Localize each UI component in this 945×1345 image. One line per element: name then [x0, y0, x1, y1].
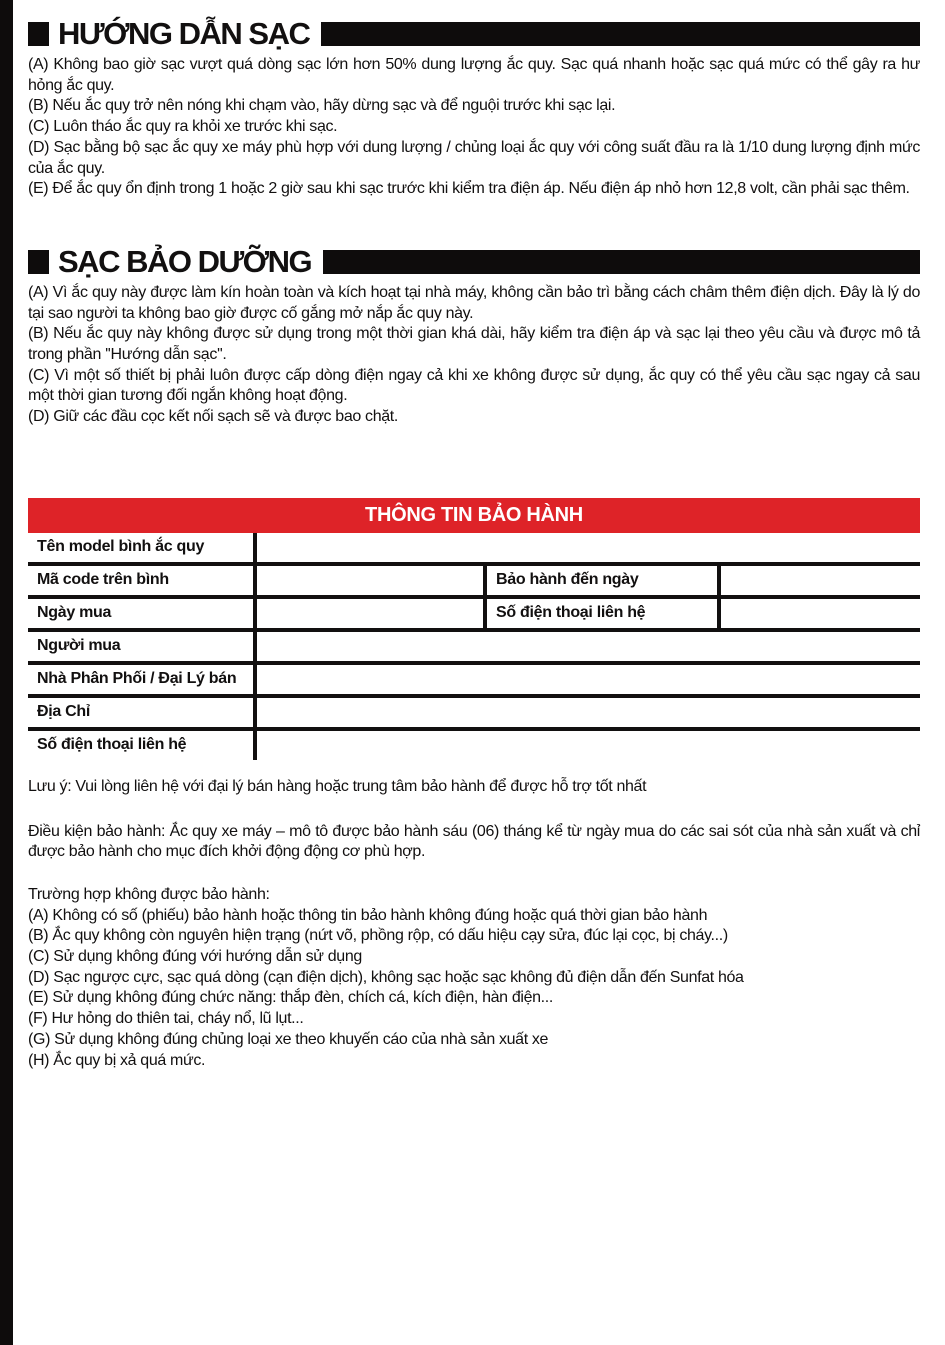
- section-header-maintenance-charging: [28, 243, 920, 279]
- maintenance-item-a: (A) Vì ắc quy này được làm kín hoàn toàn và kích hoạt tại nhà máy, không cần bảo trì bằng cách châm thêm điện dịch. Đây là lý do tại sao người ta không bao giờ được cố gắng mở nắp ắc quy này.: [28, 283, 920, 322]
- exclusion-item-c: (C) Sử dụng không đúng với hướng dẫn sử dụng: [28, 948, 362, 966]
- cell-label-phone: Số điện thoại liên hệ: [28, 731, 257, 760]
- exclusion-item-e: (E) Sử dụng không đúng chức năng: thắp đèn, chích cá, kích điện, hàn điện...: [28, 989, 553, 1007]
- exclusions-heading: Trường hợp không được bảo hành:: [28, 885, 270, 903]
- cell-label-model-name: Tên model bình ắc quy: [28, 533, 257, 562]
- section-header-rule-bar: [321, 22, 920, 46]
- warranty-table-header: [28, 498, 920, 533]
- cell-value-battery-code: [257, 566, 487, 595]
- maintenance-item-b: (B) Nếu ắc quy này không được sử dụng trong một thời gian khá dài, hãy kiểm tra điện áp và sạc lại theo yêu cầu và được mô tả trong phần ''Hướng dẫn sạc''.: [28, 325, 920, 364]
- cell-label-address: Địa Chỉ: [28, 698, 257, 727]
- cell-value-warranty-until: [721, 566, 920, 595]
- maintenance-charging-body: [28, 283, 920, 428]
- cell-value-model-name: [257, 533, 920, 562]
- cell-value-address: [257, 698, 920, 727]
- exclusion-item-d: (D) Sạc ngược cực, sạc quá dòng (cạn điện dịch), không sạc hoặc sạc không đủ điện dẫn đến Sunfat hóa: [28, 968, 744, 986]
- section-title-maintenance-charging: SẠC BẢO DƯỠNG: [58, 243, 312, 279]
- instruction-item-e: (E) Để ắc quy ổn định trong 1 hoặc 2 giờ sau khi sạc trước khi kiểm tra điện áp. Nếu điện áp nhỏ hơn 12,8 volt, cần phải sạc thêm.: [28, 180, 910, 198]
- maintenance-item-d: (D) Giữ các đầu cọc kết nối sạch sẽ và được bao chặt.: [28, 408, 398, 426]
- document-content: [28, 0, 920, 1071]
- exclusion-item-h: (H) Ắc quy bị xả quá mức.: [28, 1051, 206, 1069]
- table-row-buyer: [28, 632, 920, 665]
- table-row-phone: [28, 731, 920, 760]
- charging-instructions-body: [28, 55, 920, 200]
- warranty-conditions: Điều kiện bảo hành: Ắc quy xe máy – mô tô được bảo hành sáu (06) tháng kể từ ngày mua do các sai sót của nhà sản xuất và chỉ được bảo hành cho mục đích khởi động động cơ phù hợp.: [28, 822, 920, 861]
- section-bullet-square-icon: [28, 22, 49, 46]
- section-header-charging-instructions: [28, 16, 920, 51]
- table-row-address: [28, 698, 920, 731]
- exclusion-item-f: (F) Hư hỏng do thiên tai, cháy nổ, lũ lụt...: [28, 1010, 304, 1028]
- instruction-item-d: (D) Sạc bằng bộ sạc ắc quy xe máy phù hợp với dung lượng / chủng loại ắc quy với công suất đầu ra là 1/10 dung lượng định mức của ắc quy.: [28, 138, 920, 177]
- maintenance-item-c: (C) Vì một số thiết bị phải luôn được cấp dòng điện ngay cả khi xe không được sử dụng, ắc quy có thể yêu cầu sạc ngay cả sau một thời gian tương đối ngắn không hoạt động.: [28, 366, 920, 405]
- cell-label-battery-code: Mã code trên bình: [28, 566, 257, 595]
- exclusion-item-b: (B) Ắc quy không còn nguyên hiện trạng (nứt võ, phồng rộp, có dấu hiệu cạy sửa, đúc lại cọc, bị cháy...): [28, 927, 728, 945]
- section-title-charging-instructions: HƯỚNG DẪN SẠC: [58, 16, 310, 51]
- section-bullet-square-icon: [28, 250, 49, 274]
- instruction-item-b: (B) Nếu ắc quy trở nên nóng khi chạm vào, hãy dừng sạc và để nguội trước khi sạc lại.: [28, 97, 616, 115]
- warranty-table: [28, 498, 920, 760]
- cell-value-contact-phone: [721, 599, 920, 628]
- instruction-item-c: (C) Luôn tháo ắc quy ra khỏi xe trước khi sạc.: [28, 118, 338, 136]
- cell-value-buyer: [257, 632, 920, 661]
- instruction-item-a: (A) Không bao giờ sạc vượt quá dòng sạc lớn hơn 50% dung lượng ắc quy. Sạc quá nhanh hoặc sạc quá mức có thể gây ra hư hỏng ắc quy.: [28, 56, 920, 94]
- warranty-notes: [28, 777, 920, 1071]
- exclusion-item-a: (A) Không có số (phiếu) bảo hành hoặc thông tin bảo hành không đúng hoặc quá thời gian bảo hành: [28, 906, 708, 924]
- table-row-purchase-date-and-phone: [28, 599, 920, 632]
- cell-label-distributor: Nhà Phân Phối / Đại Lý bán: [28, 665, 257, 694]
- table-row-model-name: [28, 533, 920, 566]
- cell-label-purchase-date: Ngày mua: [28, 599, 257, 628]
- cell-value-purchase-date: [257, 599, 487, 628]
- cell-label-contact-phone: Số điện thoại liên hệ: [487, 599, 721, 628]
- cell-value-phone: [257, 731, 920, 760]
- cell-value-distributor: [257, 665, 920, 694]
- section-header-rule-bar: [323, 250, 920, 274]
- cell-label-buyer: Người mua: [28, 632, 257, 661]
- exclusion-item-g: (G) Sử dụng không đúng chủng loại xe theo khuyến cáo của nhà sản xuất xe: [28, 1030, 549, 1048]
- support-note: Lưu ý: Vui lòng liên hệ với đại lý bán hàng hoặc trung tâm bảo hành để được hỗ trợ tốt nhất: [28, 777, 647, 795]
- table-row-distributor: [28, 665, 920, 698]
- table-row-code-and-warranty-date: [28, 566, 920, 599]
- warranty-table-title: THÔNG TIN BẢO HÀNH: [365, 503, 583, 526]
- page-left-black-strip: [0, 0, 13, 1345]
- cell-label-warranty-until: Bảo hành đến ngày: [487, 566, 721, 595]
